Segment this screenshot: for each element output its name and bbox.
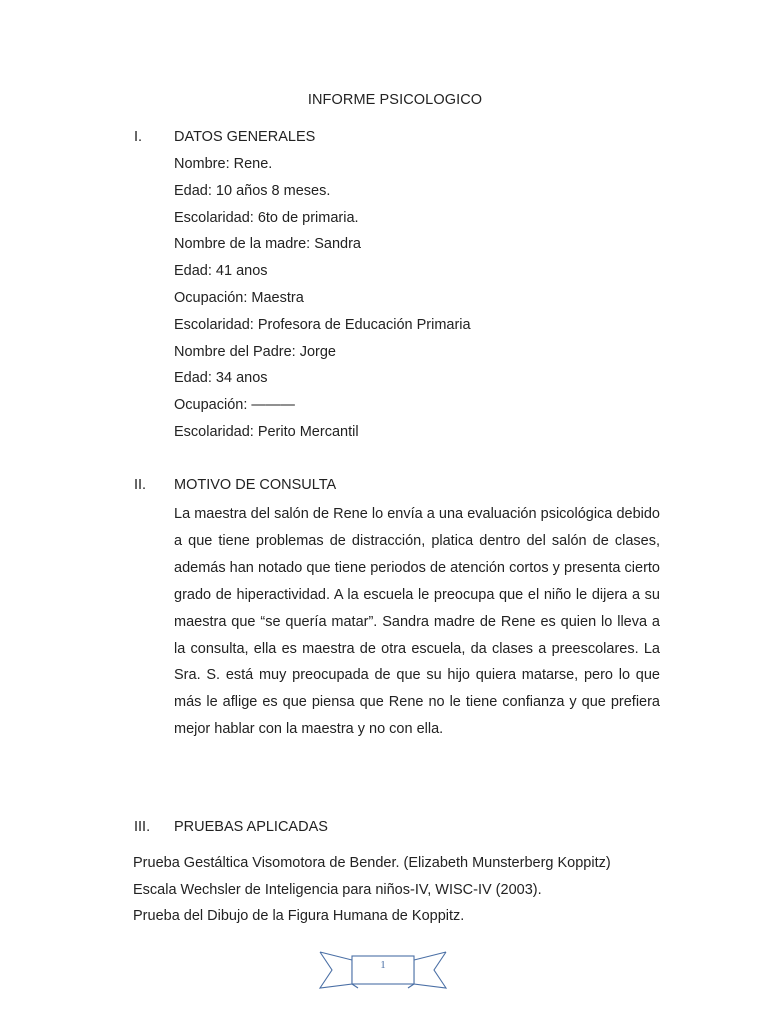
tests-list: [133, 853, 611, 933]
field-nombre-madre: Nombre de la madre: Sandra: [174, 236, 361, 253]
field-escolaridad: Escolaridad: 6to de primaria.: [174, 209, 359, 226]
field-escolaridad-madre: Escolaridad: Profesora de Educación Primaria: [174, 316, 471, 333]
section-title: DATOS GENERALES: [174, 129, 316, 145]
test-item-figura-humana: Prueba del Dibujo de la Figura Humana de Koppitz.: [133, 908, 465, 924]
test-item-bender: Prueba Gestáltica Visomotora de Bender. (Elizabeth Munsterberg Koppitz): [133, 855, 611, 871]
field-escolaridad-padre: Escolaridad: Perito Mercantil: [174, 423, 359, 440]
general-data-list: [174, 154, 471, 449]
section-number: III.: [134, 819, 151, 835]
motivo-consulta-paragraph: La maestra del salón de Rene lo envía a una evaluación psicológica debido a que tiene problemas de distracción, platica dentro del salón de clases, además han notado que tiene periodos de atención cortos y presenta cierto grado de hiperactividad. A la escuela le preocupa que el niño le dijera a su maestra que “se quería matar”. Sandra madre de Rene es quien lo lleva a la consulta, ella es maestra de otra escuela, da clases a preescolares. La Sra. S. está muy preocupada de que su hijo quiera matarse, pero lo que más le aflige es que piensa que Rene no le tiene confianza y que prefiera mejor hablar con la maestra y no con ella.: [174, 506, 660, 738]
field-ocupacion-padre: Ocupación: ———: [174, 397, 295, 414]
field-edad: Edad: 10 años 8 meses.: [174, 182, 331, 199]
test-item-wisc: Escala Wechsler de Inteligencia para niños-IV, WISC-IV (2003).: [133, 881, 542, 898]
page-number: 1: [380, 959, 386, 971]
field-edad-padre: Edad: 34 anos: [174, 370, 268, 387]
field-nombre: Nombre: Rene.: [174, 156, 273, 172]
field-edad-madre: Edad: 41 anos: [174, 263, 268, 280]
section-title: PRUEBAS APLICADAS: [174, 819, 328, 835]
section-number: I.: [134, 129, 143, 145]
document-title: INFORME PSICOLOGICO: [307, 92, 483, 108]
field-nombre-padre: Nombre del Padre: Jorge: [174, 343, 336, 360]
section-title: MOTIVO DE CONSULTA: [174, 477, 337, 493]
section-number: II.: [134, 477, 147, 493]
field-ocupacion-madre: Ocupación: Maestra: [174, 289, 304, 306]
